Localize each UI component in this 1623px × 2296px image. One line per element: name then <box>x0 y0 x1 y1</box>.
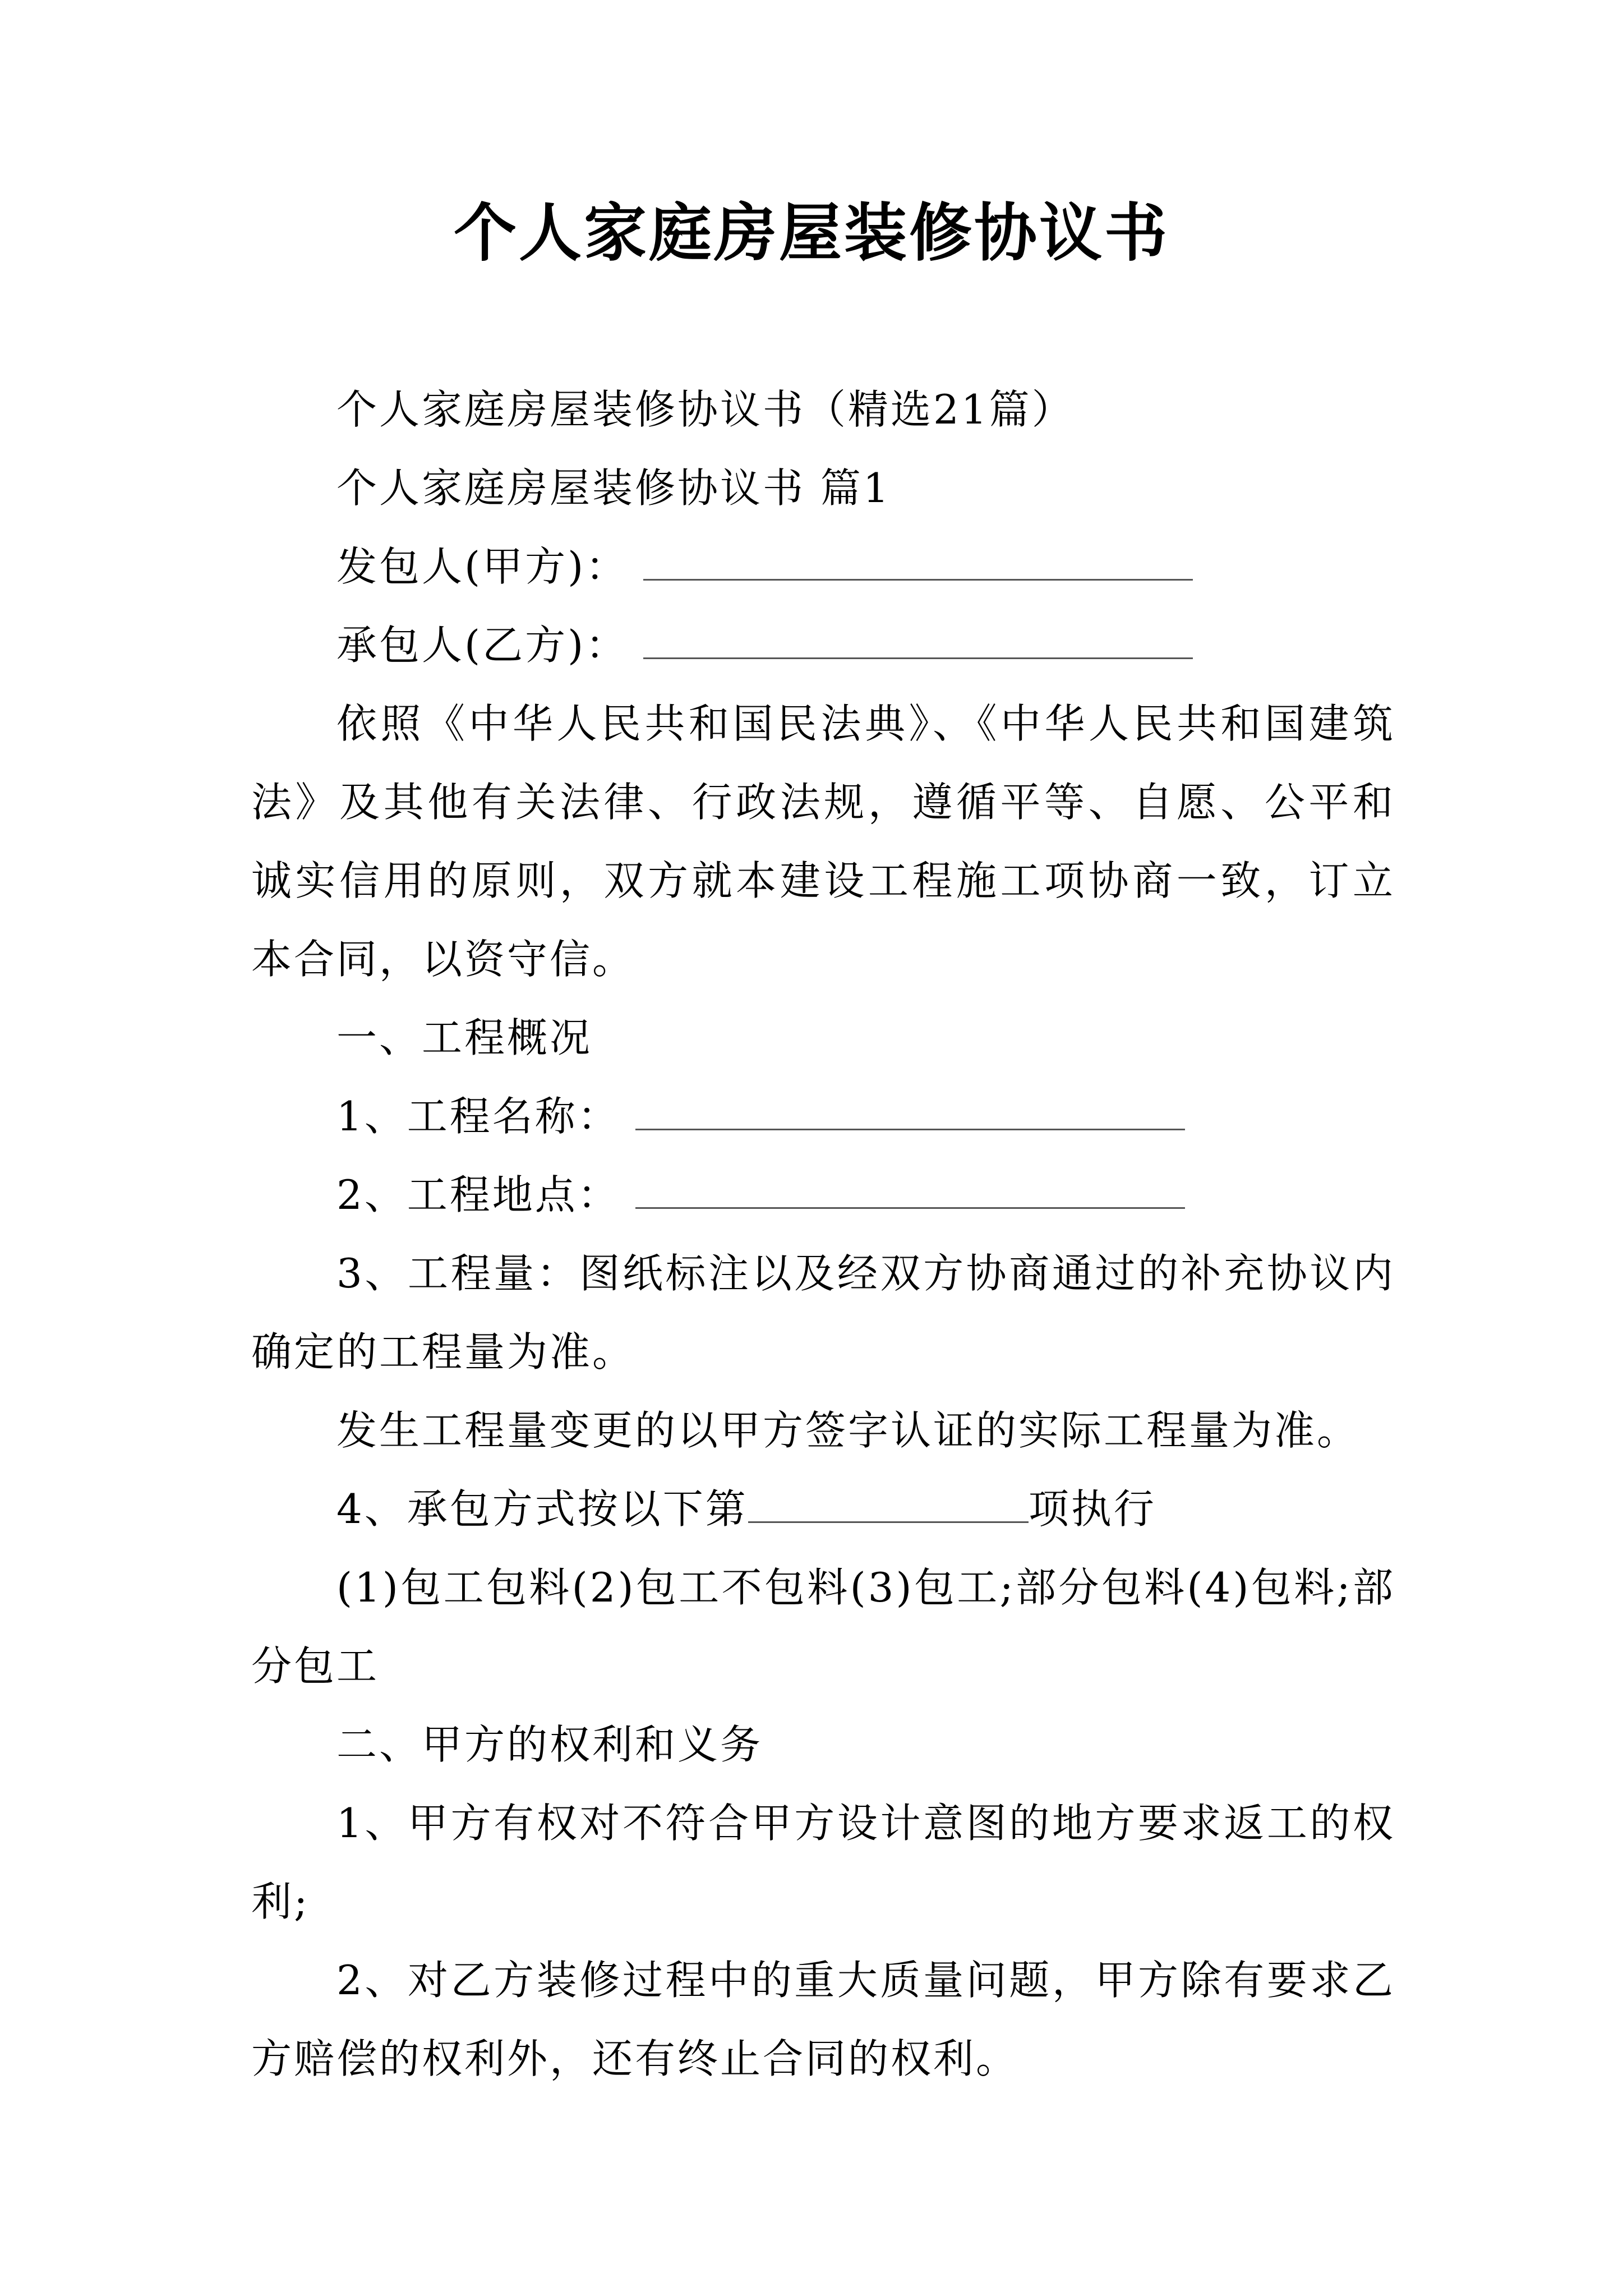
quantity-note: 发生工程量变更的以甲方签字认证的实际工程量为准。 <box>336 1407 1360 1454</box>
contract-mode-line <box>251 1470 1395 1548</box>
project-name-label: 1、工程名称： <box>336 1093 620 1140</box>
project-location-line <box>251 1156 1395 1234</box>
party-b-label: 承包人(乙方)： <box>336 622 629 669</box>
document-body <box>251 370 1395 2098</box>
project-name-line <box>251 1077 1395 1156</box>
document-title: 个人家庭房屋装修协议书 <box>454 196 1169 270</box>
contract-mode-pre: 4、承包方式按以下第 <box>336 1485 748 1533</box>
party-b-line <box>251 606 1395 684</box>
contract-mode-options: (1)包工包料(2)包工不包料(3)包工;部分包料(4)包料;部分包工 <box>251 1564 1395 1690</box>
quantity-paragraph: 3、工程量：图纸标注以及经双方协商通过的补充协议内确定的工程量为准。 <box>251 1250 1395 1375</box>
party-a-blank <box>643 545 1193 581</box>
subtitle: 个人家庭房屋装修协议书（精选21篇） <box>336 386 1075 433</box>
contract-mode-post: 项执行 <box>1028 1485 1156 1533</box>
project-name-blank <box>635 1095 1185 1130</box>
party-b-blank <box>643 624 1193 659</box>
section-title: 个人家庭房屋装修协议书 篇1 <box>336 464 891 512</box>
project-location-blank <box>635 1174 1185 1209</box>
party-a-right-2: 2、对乙方装修过程中的重大质量问题，甲方除有要求乙方赔偿的权利外，还有终止合同的权利。 <box>251 1957 1395 2082</box>
party-a-label: 发包人(甲方)： <box>336 543 629 590</box>
project-location-label: 2、工程地点： <box>336 1171 620 1218</box>
party-a-right-1: 1、甲方有权对不符合甲方设计意图的地方要求返工的权利; <box>251 1800 1395 1925</box>
party-a-line <box>251 527 1395 606</box>
contract-mode-blank <box>748 1488 1029 1523</box>
preamble-paragraph: 依照《中华人民共和国民法典》、《中华人民共和国建筑法》及其他有关法律、行政法规，遵循平等、自愿、公平和诚实信用的原则，双方就本建设工程施工项协商一致，订立本合同，以资守信。 <box>251 700 1395 983</box>
heading-party-a-rights: 二、甲方的权利和义务 <box>336 1721 763 1768</box>
heading-project-overview: 一、工程概况 <box>336 1014 593 1061</box>
